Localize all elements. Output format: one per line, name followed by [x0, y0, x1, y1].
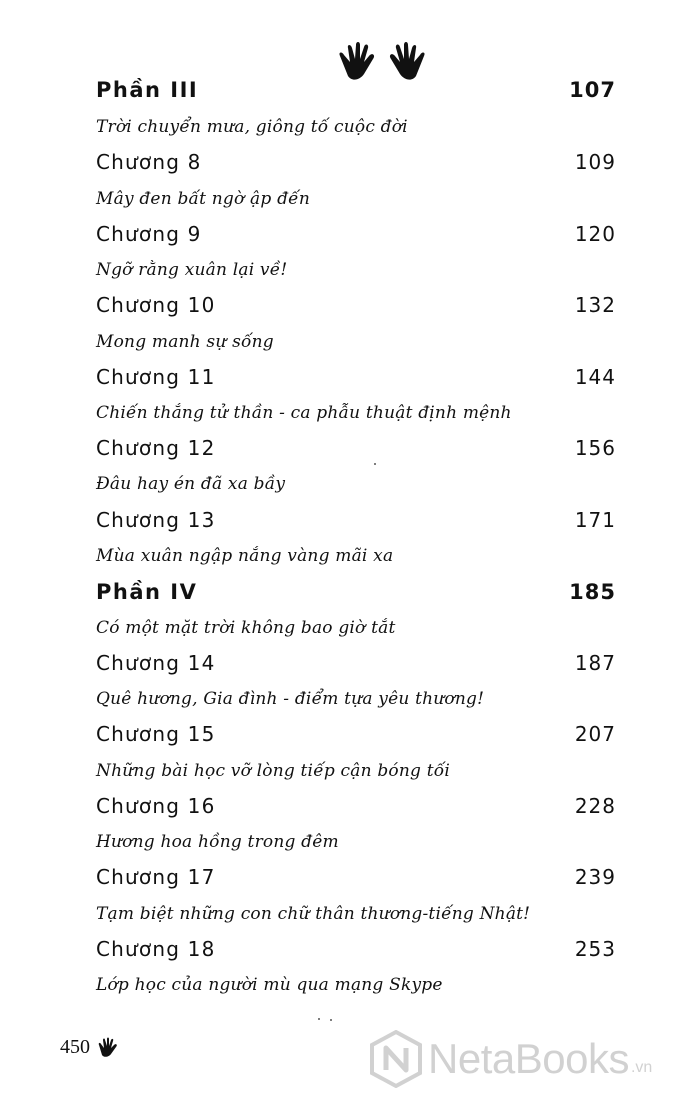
netabooks-logo-icon	[370, 1030, 422, 1088]
chapter-subtitle: Đâu hay én đã xa bầy	[96, 474, 286, 494]
chapter-subtitle: Hương hoa hồng trong đêm	[96, 832, 339, 852]
chapter-page-number: 228	[574, 794, 616, 818]
chapter-label: Chương 10	[96, 293, 216, 317]
page-number: 450	[60, 1036, 90, 1058]
part-subtitle: Có một mặt trời không bao giờ tắt	[96, 618, 396, 638]
chapter-subtitle: Mây đen bất ngờ ập đến	[96, 189, 310, 209]
chapter-page-number: 187	[574, 651, 616, 675]
hand-icon	[96, 1037, 120, 1059]
chapter-subtitle: Chiến thắng tử thần - ca phẫu thuật định mệnh	[96, 403, 512, 423]
chapter-subtitle: Những bài học vỡ lòng tiếp cận bóng tối	[96, 761, 450, 781]
chapter-page-number: 144	[574, 365, 616, 389]
toc-entry	[96, 150, 616, 174]
watermark-tld: .vn	[630, 1059, 653, 1076]
toc-entry	[96, 222, 616, 246]
chapter-label: Chương 13	[96, 508, 216, 532]
chapter-page-number: 253	[574, 937, 616, 961]
chapter-page-number: 207	[574, 722, 616, 746]
chapter-label: Chương 8	[96, 150, 202, 174]
chapter-subtitle: Ngỡ rằng xuân lại về!	[96, 260, 288, 280]
toc-entry	[96, 794, 616, 818]
part-title: Phần IV	[96, 580, 198, 604]
part-page-number: 107	[569, 78, 616, 102]
part-heading	[96, 78, 616, 102]
page-footer	[60, 1036, 120, 1059]
part-page-number: 185	[569, 580, 616, 604]
toc-entry	[96, 722, 616, 746]
part-subtitle: Trời chuyển mưa, giông tố cuộc đời	[96, 117, 408, 137]
chapter-page-number: 120	[574, 222, 616, 246]
chapter-label: Chương 9	[96, 222, 202, 246]
chapter-subtitle: Lớp học của người mù qua mạng Skype	[96, 975, 443, 995]
chapter-label: Chương 14	[96, 651, 216, 675]
part-heading	[96, 580, 616, 604]
chapter-label: Chương 16	[96, 794, 216, 818]
toc-entry	[96, 508, 616, 532]
netabooks-watermark	[370, 1030, 652, 1088]
chapter-label: Chương 18	[96, 937, 216, 961]
toc-entry	[96, 865, 616, 889]
toc-entry	[96, 436, 616, 460]
toc-entry	[96, 365, 616, 389]
toc-entry	[96, 293, 616, 317]
toc-entry	[96, 937, 616, 961]
chapter-page-number: 239	[574, 865, 616, 889]
scan-speck	[330, 1019, 332, 1021]
chapter-page-number: 109	[574, 150, 616, 174]
chapter-label: Chương 17	[96, 865, 216, 889]
scan-speck	[374, 463, 376, 465]
chapter-subtitle: Tạm biệt những con chữ thân thương-tiếng Nhật!	[96, 904, 531, 924]
chapter-page-number: 171	[574, 508, 616, 532]
watermark-brand: NetaBooks	[428, 1035, 629, 1082]
scan-speck	[318, 1018, 320, 1020]
chapter-page-number: 132	[574, 293, 616, 317]
chapter-page-number: 156	[574, 436, 616, 460]
chapter-subtitle: Mong manh sự sống	[96, 332, 274, 352]
chapter-label: Chương 12	[96, 436, 216, 460]
chapter-subtitle: Mùa xuân ngập nắng vàng mãi xa	[96, 546, 394, 566]
chapter-label: Chương 15	[96, 722, 216, 746]
chapter-label: Chương 11	[96, 365, 216, 389]
part-title: Phần III	[96, 78, 199, 102]
chapter-subtitle: Quê hương, Gia đình - điểm tựa yêu thương!	[96, 689, 485, 709]
toc-entry	[96, 651, 616, 675]
